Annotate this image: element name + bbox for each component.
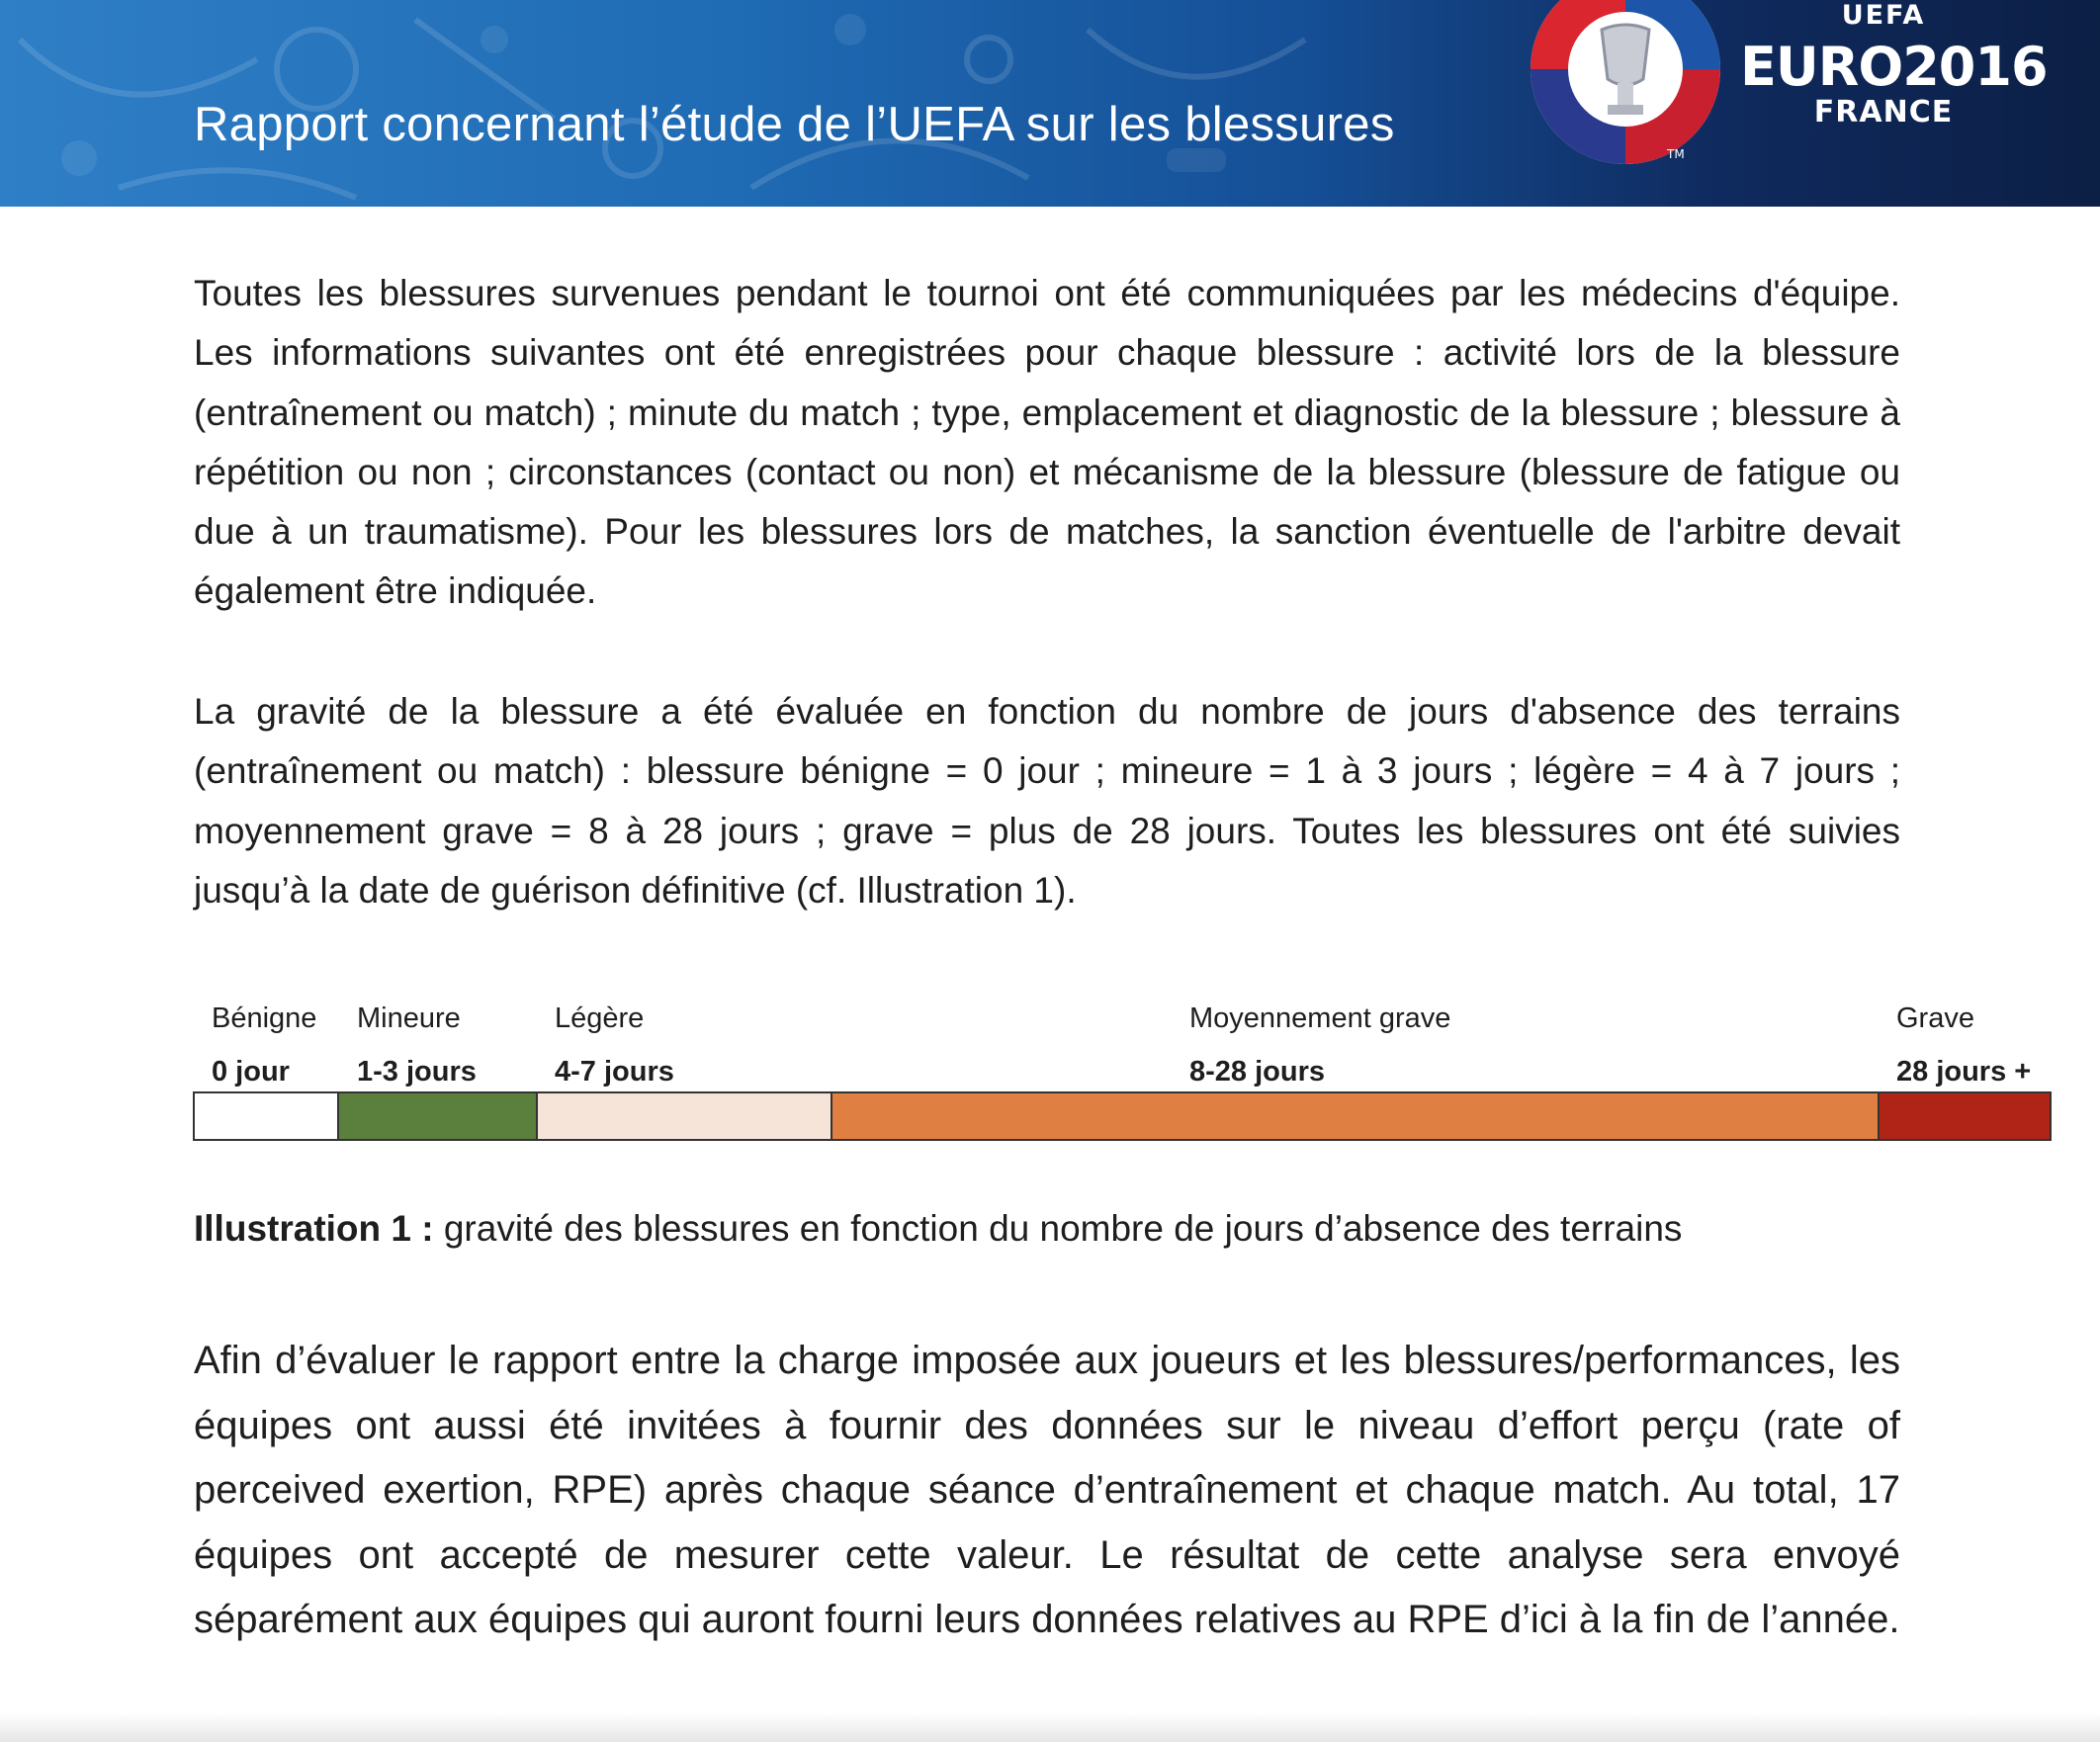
caption-label: Illustration 1 : bbox=[194, 1208, 434, 1249]
page-bottom-edge bbox=[0, 1712, 2100, 1742]
scale-days-mineure: 1-3 jours bbox=[357, 1056, 477, 1088]
scale-days-legere: 4-7 jours bbox=[555, 1056, 674, 1088]
scale-label-grave: Grave bbox=[1896, 1002, 1974, 1034]
trademark-mark: TM bbox=[1667, 147, 1685, 161]
scale-label-benigne: Bénigne bbox=[212, 1002, 317, 1034]
caption-text: gravité des blessures en fonction du nombre de jours d’absence des terrains bbox=[433, 1208, 1683, 1249]
scale-days-moyennement-grave: 8-28 jours bbox=[1189, 1056, 1325, 1088]
brand-country: FRANCE bbox=[1813, 95, 1954, 130]
euro-trophy-logo bbox=[1529, 0, 1722, 168]
scale-days-grave: 28 jours + bbox=[1896, 1056, 2032, 1088]
segment-moyennement-grave bbox=[831, 1093, 1878, 1139]
euro2016-brand bbox=[1740, 0, 2048, 138]
paragraph-injury-reporting: Toutes les blessures survenues pendant le tournoi ont été communiquées par les médecins d'équipe. Les informations suivantes ont été enregistrées pour chaque blessure : activité lors de la blessure (entraînement ou match) ; minute du match ; type, emplacement et diagnostic de la blessure ; blessure à répétition ou non ; circonstances (contact ou non) et mécanisme de la blessure (blessure de fatigue ou due à un traumatisme). Pour les blessures lors de matches, la sanction éventuelle de l'arbitre devait également être indiquée. bbox=[194, 273, 1900, 612]
scale-label-mineure: Mineure bbox=[357, 1002, 461, 1034]
severity-color-bar bbox=[193, 1091, 2052, 1141]
paragraph-rpe: Afin d’évaluer le rapport entre la charge imposée aux joueurs et les blessures/performances, les équipes ont aussi été invitées à fournir des données sur le niveau d’effort perçu (rate of perceived exertion, RPE) après chaque séance d’entraînement et chaque match. Au total, 17 équipes ont accepté de mesurer cette valeur. Le résultat de cette analyse sera envoyé séparément aux équipes qui auront fourni leurs données relatives au RPE d’ici à la fin de l’année. bbox=[194, 1339, 1900, 1641]
paragraph-injury-severity: La gravité de la blessure a été évaluée en fonction du nombre de jours d'absence des terrains (entraînement ou match) : blessure bénigne = 0 jour ; mineure = 1 à 3 jours ; légère = 4 à 7 jours ; moyennement grave = 8 à 28 jours ; grave = plus de 28 jours. Toutes les blessures ont été suivies jusqu’à la date de guérison définitive (cf. Illustration 1). bbox=[194, 691, 1900, 911]
page-title: Rapport concernant l’étude de l’UEFA sur les blessures bbox=[194, 98, 1395, 151]
segment-legere bbox=[536, 1093, 831, 1139]
brand-uefa: UEFA bbox=[1841, 0, 1926, 31]
brand-euro2016: EURO2016 bbox=[1740, 36, 2048, 98]
scale-label-moyennement-grave: Moyennement grave bbox=[1189, 1002, 1451, 1034]
illustration-caption bbox=[194, 1208, 1682, 1250]
scale-label-legere: Légère bbox=[555, 1002, 645, 1034]
segment-benigne bbox=[195, 1093, 337, 1139]
header-banner bbox=[0, 0, 2100, 207]
segment-mineure bbox=[337, 1093, 536, 1139]
scale-days-benigne: 0 jour bbox=[212, 1056, 290, 1088]
segment-grave bbox=[1878, 1093, 2050, 1139]
